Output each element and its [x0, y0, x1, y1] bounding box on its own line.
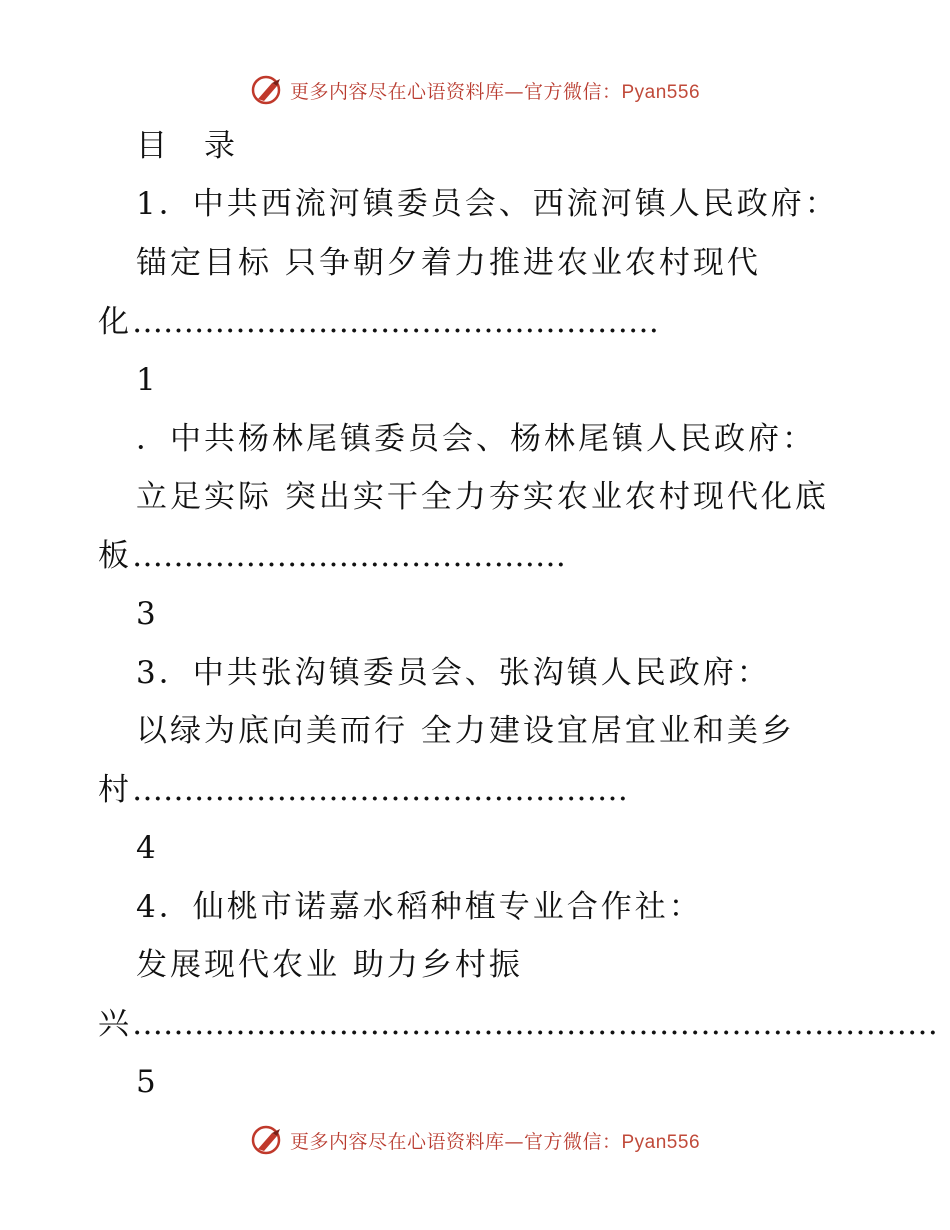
- toc-entry-3-page: 4: [136, 830, 159, 866]
- toc-leader: ……………………………………………………………………: [132, 1006, 938, 1042]
- toc-entry-1-org: 1．中共西流河镇委员会、西流河镇人民政府：: [136, 186, 839, 222]
- toc-entry-4-tail: 兴……………………………………………………………………: [98, 1006, 938, 1042]
- toc-entry-4-title: 发展现代农业 助力乡村振: [136, 947, 523, 983]
- toc-leader: ……………………………………: [132, 538, 566, 574]
- toc-entry-3-org: 3．中共张沟镇委员会、张沟镇人民政府：: [136, 655, 771, 691]
- watermark-text: 更多内容尽在心语资料库—官方微信：Pyan556: [289, 80, 701, 103]
- toc-entry-2-tail: 板……………………………………: [98, 538, 566, 574]
- pen-logo-icon: [250, 1123, 284, 1157]
- toc-entry-4-page: 5: [136, 1064, 159, 1100]
- toc-entry-3-tail: 村…………………………………………: [98, 772, 628, 808]
- toc-entry-1-page: 1: [136, 362, 159, 398]
- toc-heading: 目 录: [136, 128, 238, 164]
- toc-entry-2-org: ．中共杨林尾镇委员会、杨林尾镇人民政府：: [136, 421, 816, 457]
- toc-entry-2-page: 3: [136, 596, 159, 632]
- toc-entry-1-tail: 化……………………………………………: [98, 304, 659, 340]
- watermark-header: [0, 70, 950, 110]
- toc-entry-1-title: 锚定目标 只争朝夕着力推进农业农村现代: [136, 245, 761, 281]
- watermark-footer: [0, 1120, 950, 1160]
- watermark-text: 更多内容尽在心语资料库—官方微信：Pyan556: [289, 1130, 701, 1153]
- toc-entry-3-title: 以绿为底向美而行 全力建设宜居宜业和美乡: [136, 713, 795, 749]
- toc-entry-2-title: 立足实际 突出实干全力夯实农业农村现代化底: [136, 479, 829, 515]
- toc-leader: …………………………………………: [132, 772, 628, 808]
- toc-entry-4-org: 4．仙桃市诺嘉水稻种植专业合作社：: [136, 889, 703, 925]
- toc-leader: ……………………………………………: [132, 304, 659, 340]
- pen-logo-icon: [250, 73, 284, 107]
